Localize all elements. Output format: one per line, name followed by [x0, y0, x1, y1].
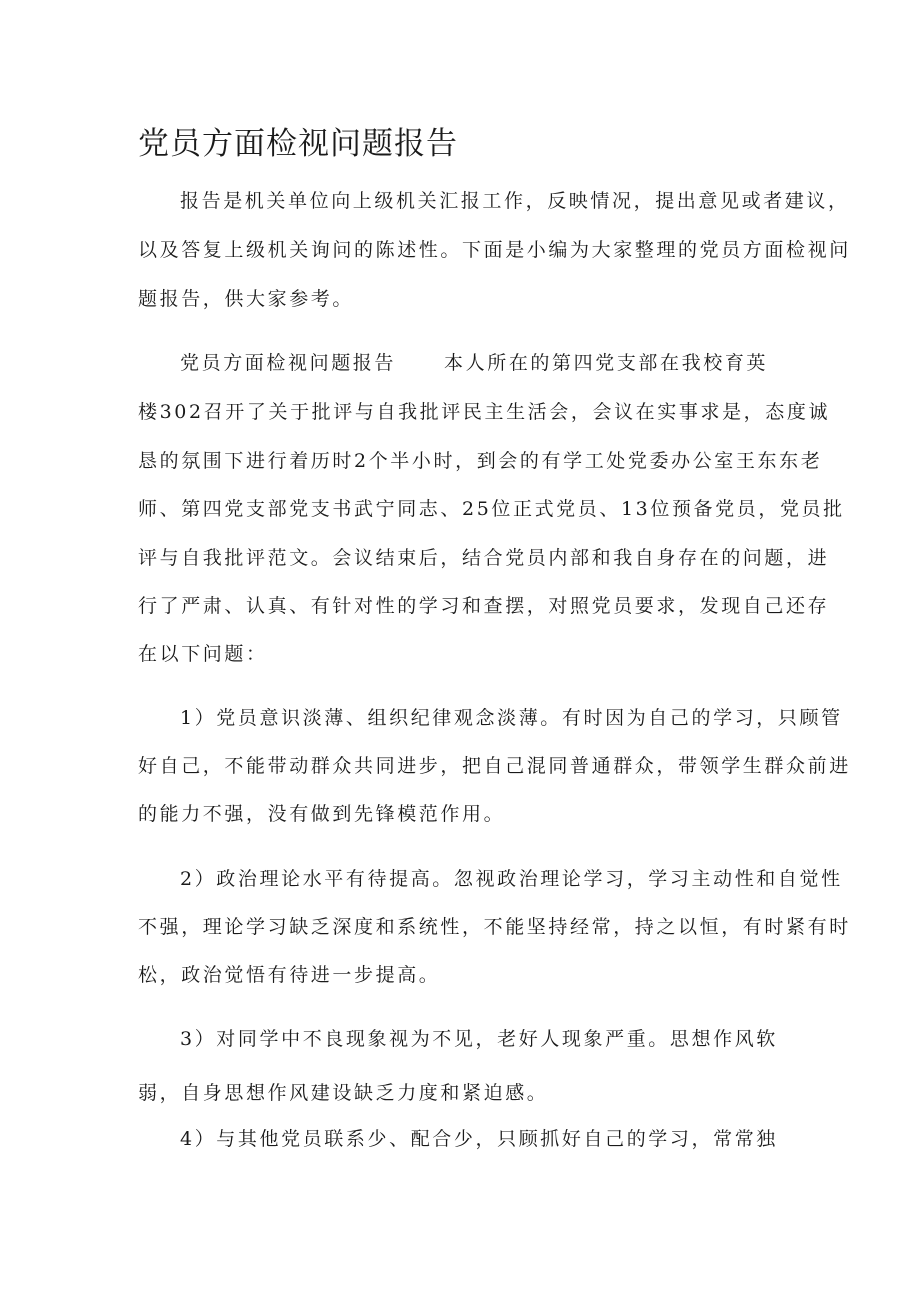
- paragraph-line: 以及答复上级机关询问的陈述性。下面是小编为大家整理的党员方面检视问: [138, 239, 851, 261]
- paragraph-line: 楼302召开了关于批评与自我批评民主生活会，会议在实事求是，态度诚: [138, 401, 831, 423]
- paragraph-line: 在以下问题：: [138, 643, 268, 665]
- paragraph-line: 好自己，不能带动群众共同进步，把自己混同普通群众，带领学生群众前进: [138, 755, 851, 777]
- paragraph-line: 评与自我批评范文。会议结束后，结合党员内部和我自身存在的问题，进: [138, 547, 830, 569]
- paragraph-text: 本人所在的第四党支部在我校育英: [444, 352, 769, 374]
- paragraph-line: 不强，理论学习缺乏深度和系统性，不能坚持经常，持之以恒，有时紧有时: [138, 916, 851, 938]
- paragraph-line: 松，政治觉悟有待进一步提高。: [138, 964, 441, 986]
- paragraph-line: 的能力不强，没有做到先锋模范作用。: [138, 803, 506, 825]
- paragraph-line: 师、第四党支部党支书武宁同志、25位正式党员、13位预备党员，党员批: [138, 498, 845, 520]
- paragraph-line: 题报告，供大家参考。: [138, 288, 355, 310]
- paragraph-line: 3）对同学中不良现象视为不见，老好人现象严重。思想作风软: [180, 1028, 778, 1050]
- paragraph-line: 4）与其他党员联系少、配合少，只顾抓好自己的学习，常常独: [180, 1128, 778, 1150]
- paragraph-line: 行了严肃、认真、有针对性的学习和查摆，对照党员要求，发现自己还存: [138, 595, 830, 617]
- paragraph-line: 报告是机关单位向上级机关汇报工作，反映情况，提出意见或者建议，: [180, 190, 850, 212]
- paragraph-line: 2）政治理论水平有待提高。忽视政治理论学习，学习主动性和自觉性: [180, 868, 843, 890]
- paragraph-line: [180, 348, 768, 375]
- document-title: 党员方面检视问题报告: [138, 126, 458, 162]
- inline-heading: 党员方面检视问题报告: [180, 352, 397, 374]
- paragraph-line: 弱，自身思想作风建设缺乏力度和紧迫感。: [138, 1082, 549, 1104]
- paragraph-line: 1）党员意识淡薄、组织纪律观念淡薄。有时因为自己的学习，只顾管: [180, 707, 843, 729]
- paragraph-line: 恳的氛围下进行着历时2个半小时，到会的有学工处党委办公室王东东老: [138, 450, 823, 472]
